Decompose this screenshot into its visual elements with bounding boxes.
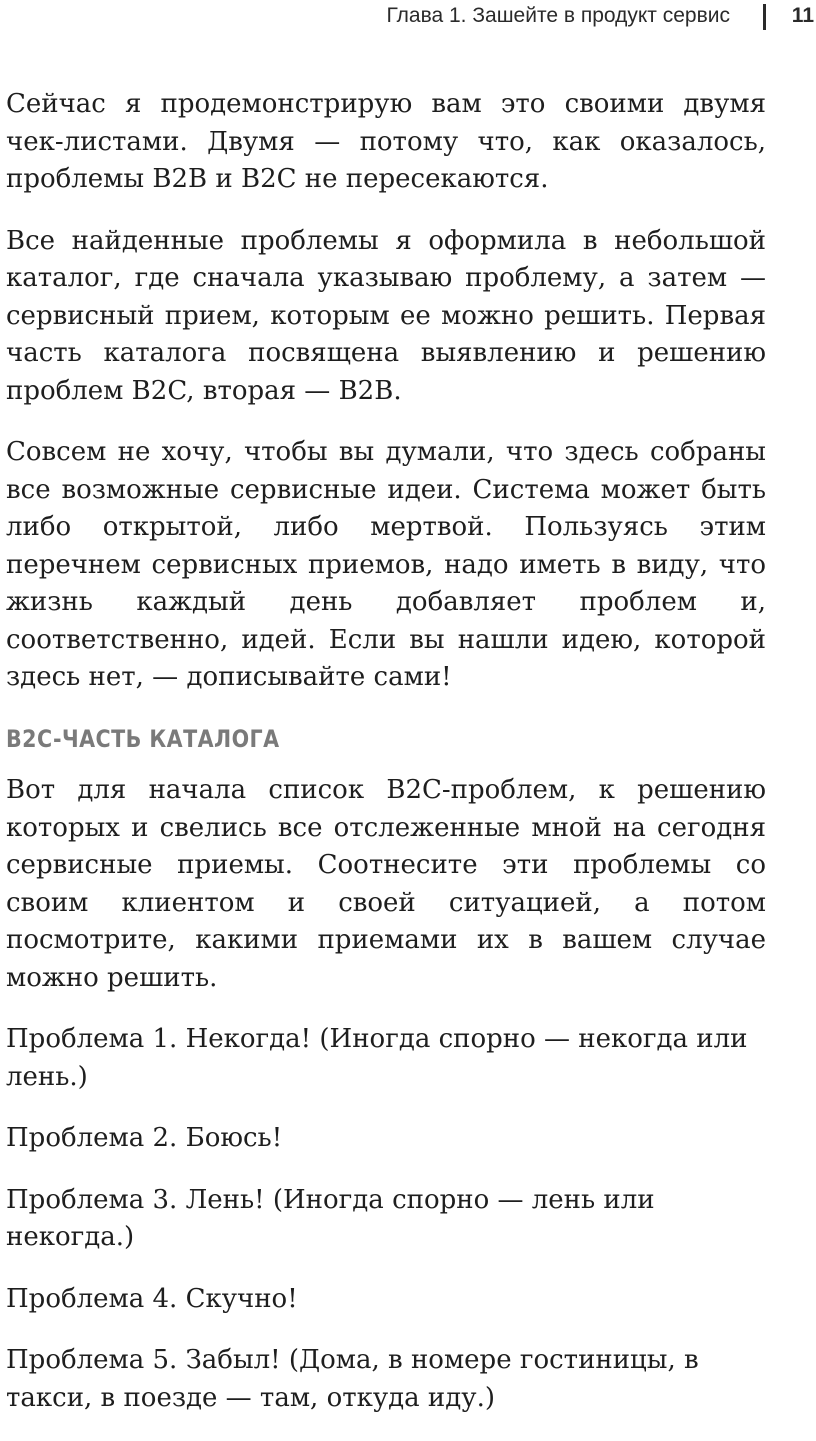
paragraph-2: Все найденные проблемы я оформила в небольшой каталог, где сначала указываю проблему, а затем — сервисный прием, которым ее можно решить. Первая часть каталога посвящена выявлению и решению проблем B2C, вторая — B2B. (6, 225, 766, 406)
problem-item-1: Проблема 1. Некогда! (Иногда спорно — некогда или лень.) (6, 1024, 748, 1092)
problem-item-5: Проблема 5. Забыл! (Дома, в номере гостиницы, в такси, в поезде — там, откуда иду.) (6, 1345, 699, 1413)
paragraph-3: Совсем не хочу, чтобы вы думали, что здесь собраны все возможные сервисные идеи. Система может быть либо открытой, либо мертвой. Пользуясь этим перечнем сервисных приемов, надо иметь в виду, что жизнь каждый день добавляет проблем и, соответственно, идей. Если вы нашли идею, которой здесь нет, — дописывайте сами! (6, 437, 766, 692)
problem-item-3: Проблема 3. Лень! (Иногда спорно — лень или некогда.) (6, 1184, 655, 1252)
header-separator (763, 4, 766, 30)
chapter-title: Глава 1. Зашейте в продукт сервис (386, 4, 730, 27)
section-intro: Вот для начала список B2C-проблем, к решению которых и свелись все отслеженные мной на сегодня сервисные приемы. Соотнесите эти проблемы со своим клиентом и своей ситуацией, а потом посмотрите, какими приемами их в вашем случае можно решить. (6, 775, 766, 993)
page-body (6, 86, 766, 1441)
page-number: 11 (791, 4, 814, 27)
running-header (0, 4, 816, 34)
section-heading: B2C-ЧАСТЬ КАТАЛОГА (6, 724, 280, 753)
problem-item-2: Проблема 2. Боюсь! (6, 1123, 283, 1153)
paragraph-1: Сейчас я продемонстрирую вам это своими двумя чек-листами. Двумя — потому что, как оказалось, проблемы B2B и B2C не пересекаются. (6, 89, 766, 194)
problem-item-4: Проблема 4. Скучно! (6, 1283, 298, 1314)
